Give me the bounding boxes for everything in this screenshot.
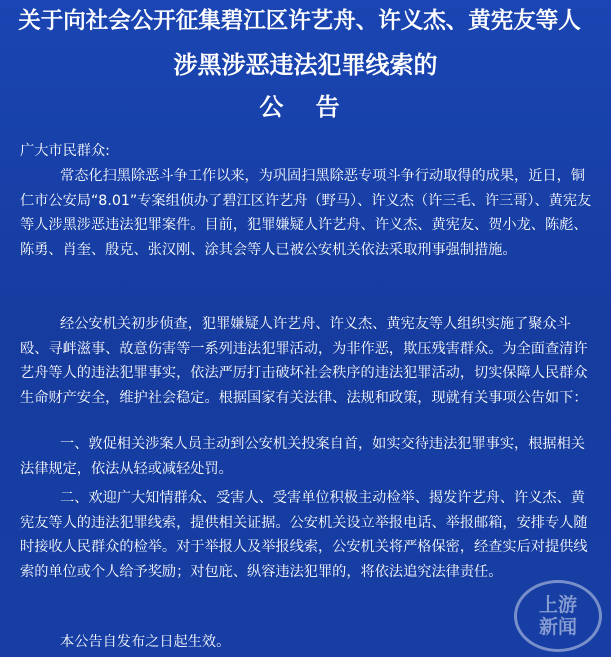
title-line-2: 涉黑涉恶违法犯罪线索的 <box>173 50 438 79</box>
watermark-line-1: 上游 <box>538 594 577 616</box>
watermark-line-2: 新闻 <box>538 616 577 638</box>
salutation: 广大市民群众: <box>20 143 110 159</box>
paragraph-effective: 本公告自发布之日起生效。 <box>60 634 231 650</box>
paragraph-item-two: 二、欢迎广大知情群众、受害人、受害单位积极主动检举、揭发许艺舟、许义杰、黄宪友等人的违法犯罪线索，提供相关证据。公安机关设立举报电话、举报邮箱，安排专人随时接收人民群众的检举。对于举报人及举报线索，公安机关将严格保密，经查实后对提供线索的单位或个人给予奖励；对包庇、纵容违法犯罪的，将依法追究法律责任。 <box>20 490 588 580</box>
watermark-logo <box>514 580 602 652</box>
title-line-1: 关于向社会公开征集碧江区许艺舟、许义杰、黄宪友等人 <box>18 8 581 34</box>
paragraph-intro: 常态化扫黑除恶斗争工作以来，为巩固扫黑除恶专项斗争行动取得的成果，近日，铜仁市公安局“8.01”专案组侦办了碧江区许艺舟（野马）、许义杰（许三毛、许三哥）、黄宪友等人涉黑涉恶违法犯罪案件。目前，犯罪嫌疑人许艺舟、许义杰、黄宪友、贺小龙、陈彪、陈勇、肖奎、殷克、张汉刚、涂其会等人已被公安机关依法采取刑事强制措施。 <box>20 168 592 258</box>
paragraph-item-one: 一、敦促相关涉案人员主动到公安机关投案自首，如实交待违法犯罪事实，根据相关法律规定，依法从轻或减轻处罚。 <box>20 436 585 477</box>
title-line-3: 公 告 <box>259 92 352 121</box>
paragraph-investigation: 经公安机关初步侦查，犯罪嫌疑人许艺舟、许义杰、黄宪友等人组织实施了聚众斗殴、寻衅滋事、故意伤害等一系列违法犯罪活动，为非作恶，欺压残害群众。为全面查清许艺舟等人的违法犯罪事实，依法严厉打击破坏社会秩序的违法犯罪活动，切实保障人民群众生命财产安全，维护社会稳定。根据国家有关法律、法规和政策，现就有关事项公告如下： <box>20 316 588 406</box>
